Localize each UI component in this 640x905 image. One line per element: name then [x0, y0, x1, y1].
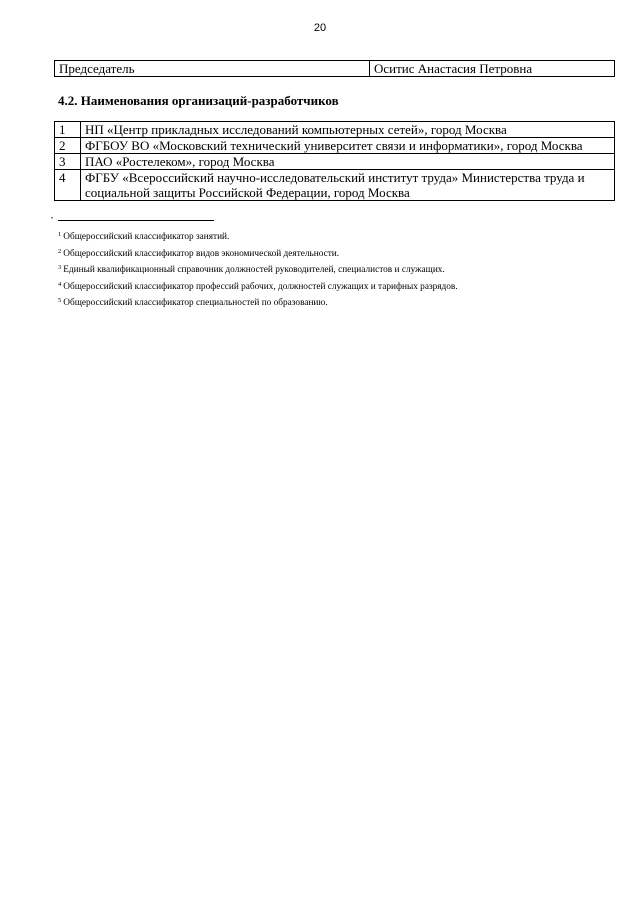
org-number: 4	[55, 170, 81, 201]
chairman-row	[55, 61, 615, 77]
footnotes-list	[58, 228, 458, 311]
footnote-item	[58, 245, 458, 262]
footnote-mark: 3	[58, 264, 62, 272]
footnote-divider	[58, 220, 214, 221]
table-row	[55, 154, 615, 170]
footnote-text: Общероссийский классификатор видов экономической деятельности.	[63, 248, 340, 259]
footnote-text: Общероссийский классификатор профессий рабочих, должностей служащих и тарифных разрядов.	[63, 281, 458, 292]
org-number: 1	[55, 122, 81, 138]
table-row	[55, 138, 615, 154]
footnote-mark: 2	[58, 247, 62, 255]
scan-speck: •	[51, 216, 54, 222]
chairman-name: Оситис Анастасия Петровна	[370, 61, 615, 77]
org-name: ПАО «Ростелеком», город Москва	[81, 154, 615, 170]
footnote-text: Общероссийский классификатор занятий.	[63, 232, 230, 242]
org-number: 2	[55, 138, 81, 154]
footnote-item	[58, 278, 458, 295]
org-name: ФГБУ «Всероссийский научно-исследовательский институт труда» Министерства труда и социальной защиты Российской Федерации, город Москва	[81, 170, 615, 201]
footnote-mark: 4	[58, 280, 62, 288]
org-name: НП «Центр прикладных исследований компьютерных сетей», город Москва	[81, 122, 615, 138]
table-row	[55, 122, 615, 138]
section-heading: 4.2. Наименования организаций-разработчиков	[58, 93, 339, 108]
footnote-mark: 1	[58, 231, 62, 238]
organizations-table	[54, 121, 615, 201]
org-name: ФГБОУ ВО «Московский технический университет связи и информатики», город Москва	[81, 138, 615, 154]
chairman-role: Председатель	[55, 61, 370, 77]
footnote-item	[58, 294, 458, 311]
footnote-text: Единый квалификационный справочник должностей руководителей, специалистов и служащих.	[63, 265, 445, 276]
org-number: 3	[55, 154, 81, 170]
chairman-table	[54, 60, 615, 77]
footnote-item	[58, 261, 458, 278]
footnote-mark: 5	[58, 297, 62, 305]
footnote-item	[58, 228, 458, 245]
table-row	[55, 170, 615, 201]
page-number: 20	[313, 22, 327, 34]
footnote-text: Общероссийский классификатор специальностей по образованию.	[63, 298, 328, 309]
